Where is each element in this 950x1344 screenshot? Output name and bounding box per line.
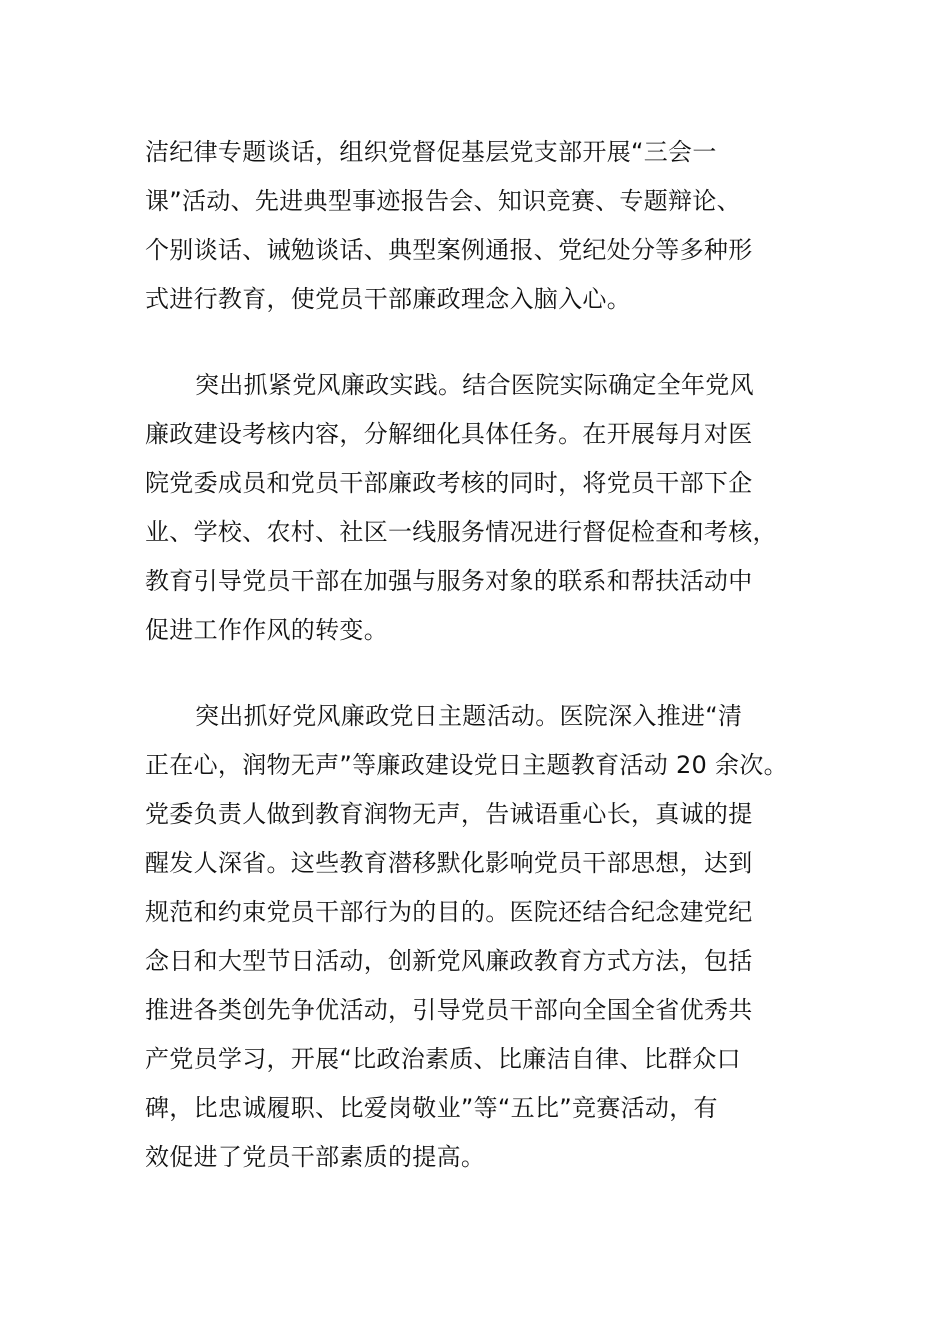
paragraph-line: 产党员学习，开展“比政治素质、比廉洁自律、比群众口 <box>145 1045 741 1073</box>
paragraph-line: 教育引导党员干部在加强与服务对象的联系和帮扶活动中 <box>145 567 753 595</box>
paragraph-line: 突出抓好党风廉政党日主题活动。医院深入推进“清 <box>195 702 743 730</box>
paragraph-line: 院党委成员和党员干部廉政考核的同时，将党员干部下企 <box>145 469 753 497</box>
paragraph-3 <box>145 692 825 1182</box>
paragraph-line: 洁纪律专题谈话，组织党督促基层党支部开展“三会一 <box>145 138 717 166</box>
paragraph-line: 式进行教育，使党员干部廉政理念入脑入心。 <box>145 285 631 313</box>
paragraph-2 <box>145 361 825 655</box>
paragraph-line: 促进工作作风的转变。 <box>145 616 388 644</box>
paragraph-line: 规范和约束党员干部行为的目的。医院还结合纪念建党纪 <box>145 898 753 926</box>
paragraph-1 <box>145 128 825 324</box>
paragraph-line: 个别谈话、诫勉谈话、典型案例通报、党纪处分等多种形 <box>145 236 753 264</box>
paragraph-line: 推进各类创先争优活动，引导党员干部向全国全省优秀共 <box>145 996 753 1024</box>
paragraph-line: 业、学校、农村、社区一线服务情况进行督促检查和考核， <box>145 518 777 546</box>
paragraph-line: 效促进了党员干部素质的提高。 <box>145 1143 486 1171</box>
paragraph-line: 突出抓紧党风廉政实践。结合医院实际确定全年党风 <box>195 371 754 399</box>
paragraph-line: 廉政建设考核内容，分解细化具体任务。在开展每月对医 <box>145 420 753 448</box>
paragraph-line: 碑，比忠诚履职、比爱岗敬业”等“五比”竞赛活动，有 <box>145 1094 718 1122</box>
paragraph-line: 醒发人深省。这些教育潜移默化影响党员干部思想，达到 <box>145 849 753 877</box>
paragraph-line: 课”活动、先进典型事迹报告会、知识竞赛、专题辩论、 <box>145 187 741 215</box>
paragraph-line: 党委负责人做到教育润物无声，告诫语重心长，真诚的提 <box>145 800 753 828</box>
paragraph-line: 念日和大型节日活动，创新党风廉政教育方式方法，包括 <box>145 947 753 975</box>
paragraph-line: 正在心，润物无声”等廉政建设党日主题教育活动 20 余次。 <box>145 751 788 779</box>
